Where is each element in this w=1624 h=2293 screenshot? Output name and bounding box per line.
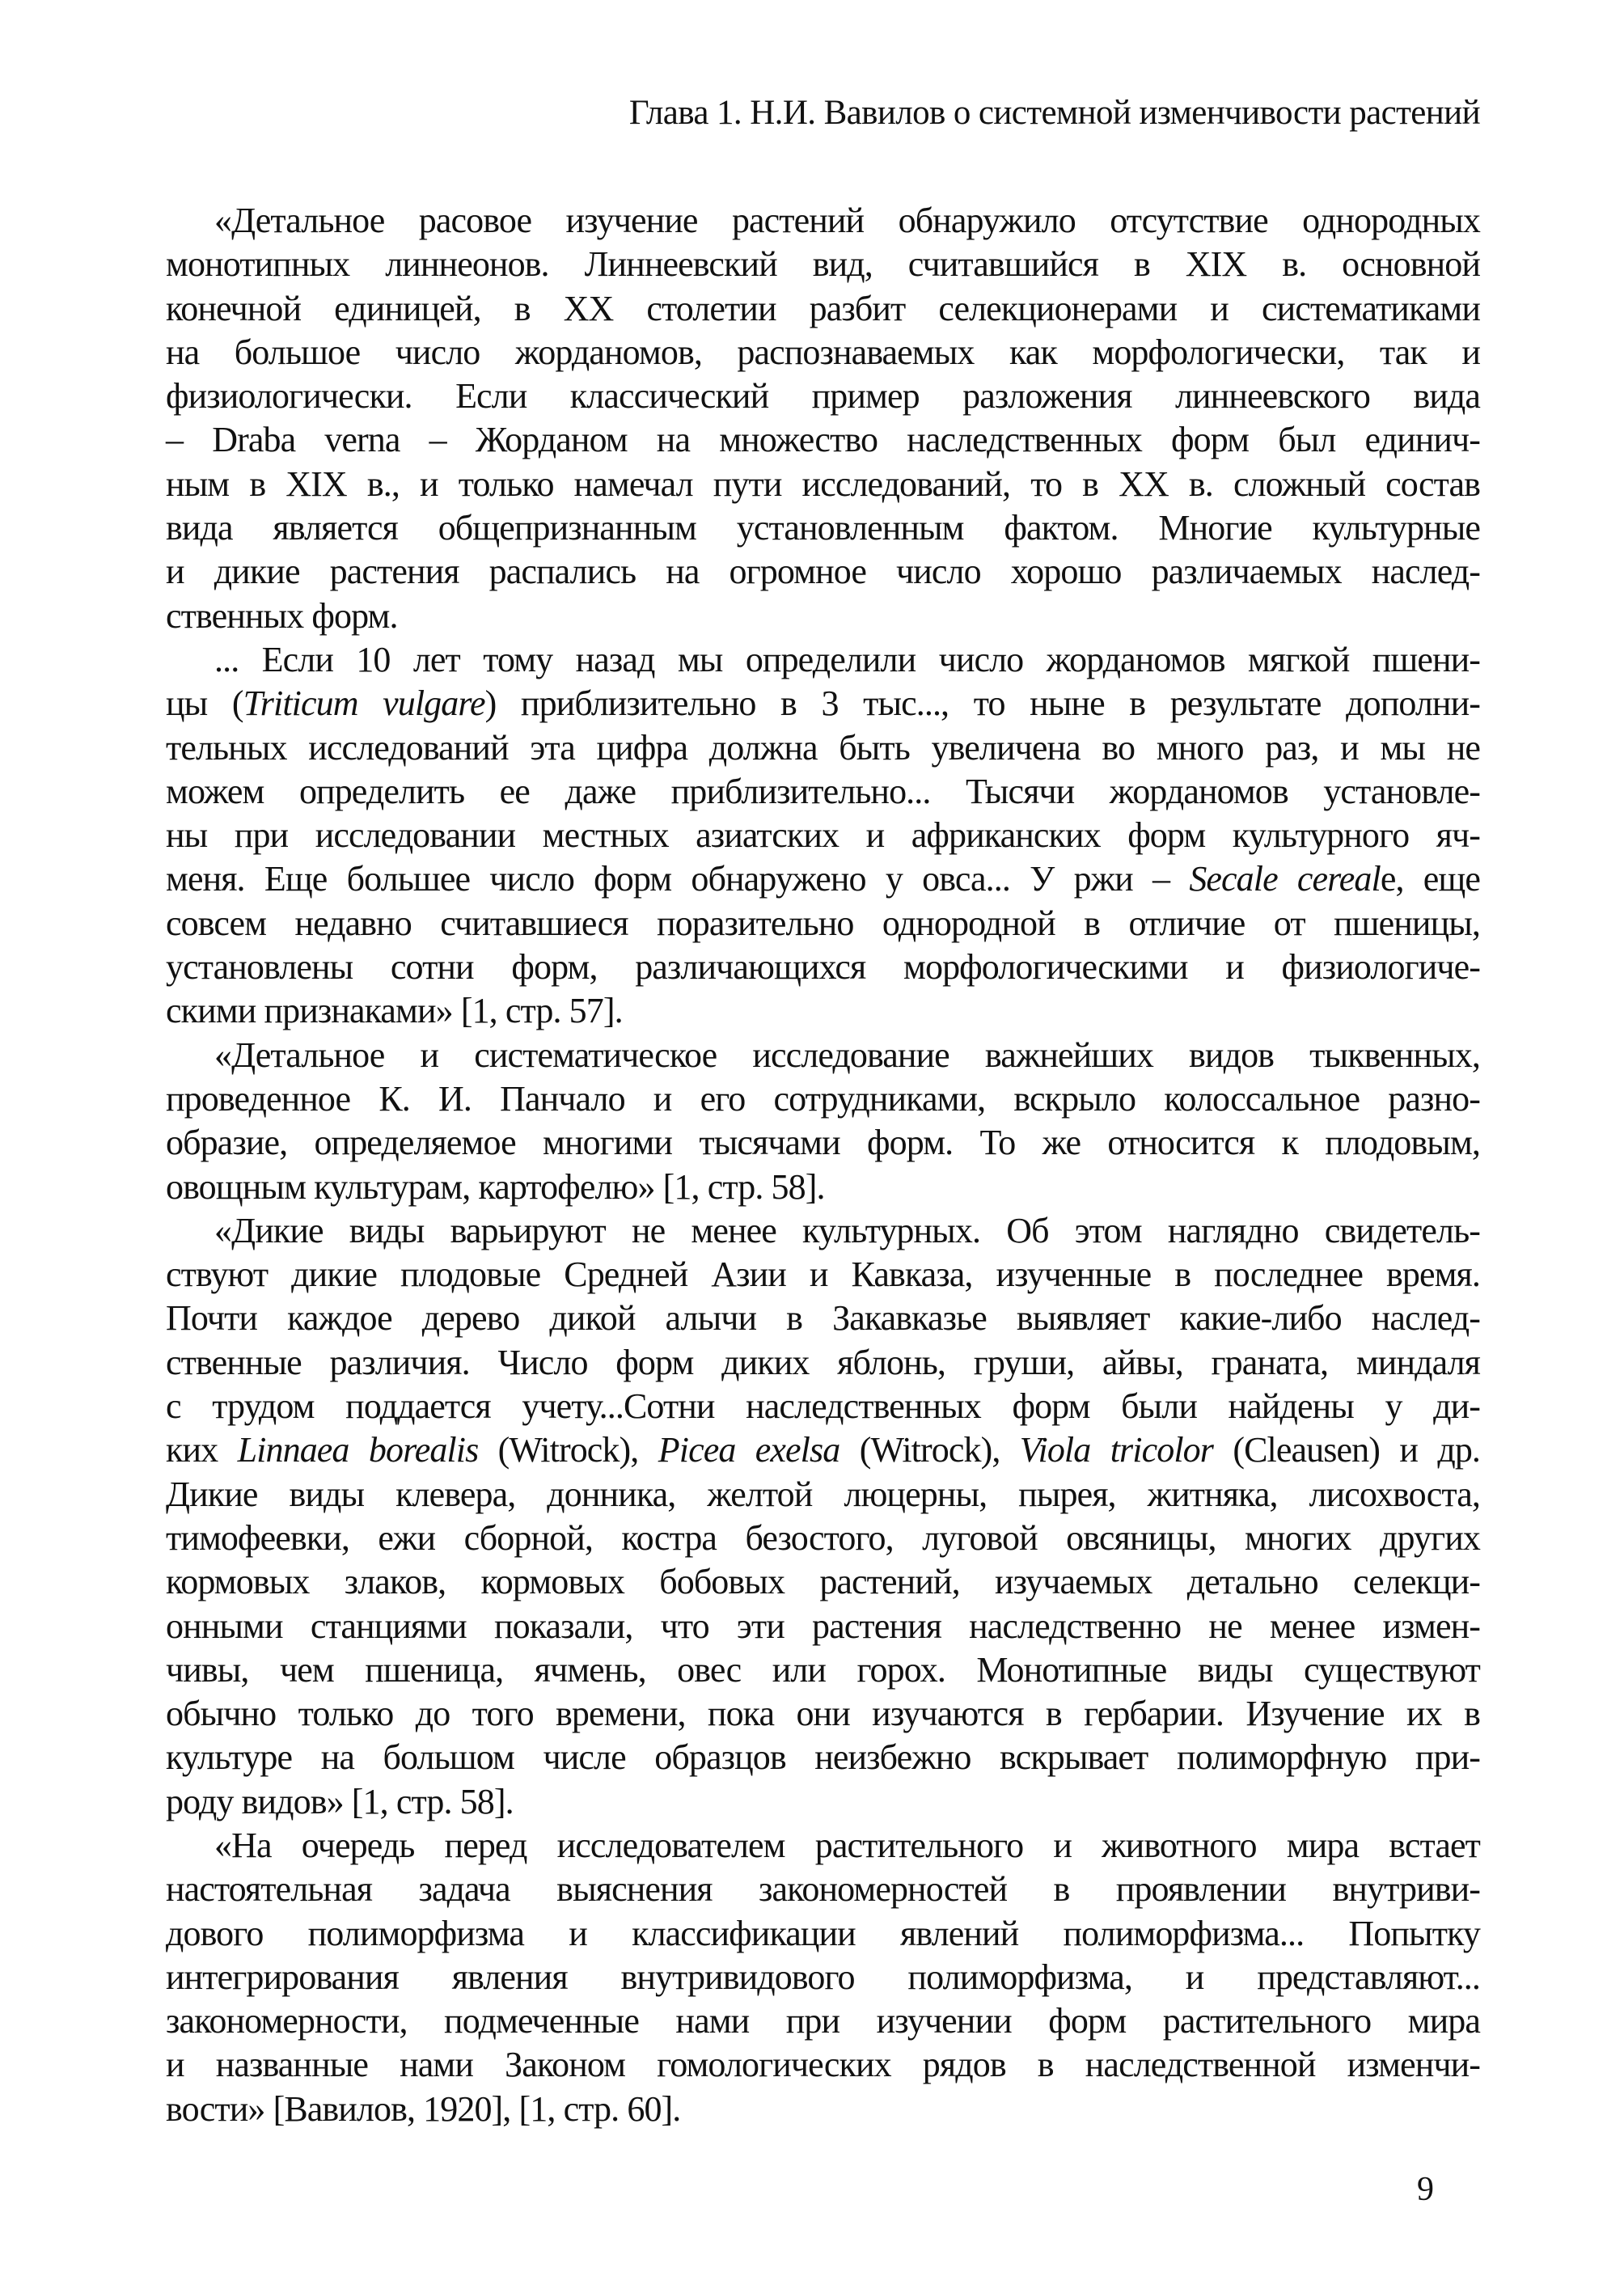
text-run: e, еще [1380,859,1480,899]
text-line [166,1253,1480,1297]
text-run: ственные различия. Число форм диких яблонь, груши, айвы, граната, миндаля [166,1342,1480,1382]
paragraph [166,1034,1480,1209]
text-run: Дикие виды клевера, донника, желтой люцерны, пырея, житняка, лисохвоста, [166,1474,1480,1514]
text-run: (Witrock), [839,1430,1020,1470]
text-line [166,1428,1480,1472]
running-header: Глава 1. Н.И. Вавилов о системной изменчивости растений [628,94,1480,132]
text-line [166,638,1480,682]
text-line [166,374,1480,418]
text-line [166,1692,1480,1736]
text-line [166,418,1480,462]
text-run: чивы, чем пшеница, ячмень, овес или горох. Монотипные виды существуют [166,1649,1480,1690]
text-run: установлены сотни форм, различающихся морфологическими и физиологиче- [166,947,1480,988]
text-line [166,1121,1480,1165]
latin-species-name: Linnaea borealis [237,1430,479,1470]
text-run: можем определить ее даже приблизительно... Тысячи жорданомов установле- [166,771,1480,811]
text-line [166,726,1480,770]
text-run: – Draba verna – Жорданом на множество наследственных форм был единич- [166,420,1480,460]
paragraph [166,638,1480,1034]
text-run: ствуют дикие плодовые Средней Азии и Кавказа, изученные в последнее время. [166,1254,1480,1295]
text-run: вости» [Вавилов, 1920], [1, стр. 60]. [166,2088,681,2129]
text-run: ным в XIX в., и только намечал пути исследований, то в XX в. сложный состав [166,463,1480,504]
text-run: тельных исследований эта цифра должна быть увеличена во много раз, и мы не [166,727,1480,768]
text-line [166,1517,1480,1560]
text-run: овощным культурам, картофелю» [1, стр. 58]. [166,1166,825,1207]
text-run: вида является общепризнанным установленным фактом. Многие культурные [166,508,1480,548]
text-run: с трудом поддается учету...Сотни наследственных форм были найдены у ди- [166,1386,1480,1427]
text-line [166,2043,1480,2087]
text-run: кормовых злаков, кормовых бобовых растений, изучаемых детально селекци- [166,1562,1480,1602]
text-run: проведенное К. И. Панчало и его сотрудниками, вскрыло колоссальное разно- [166,1078,1480,1119]
text-run: интегрирования явления внутривидового полиморфизма, и представляют... [166,1957,1480,1997]
text-run: ких [166,1430,238,1470]
text-run: (Cleausen) и др. [1212,1430,1481,1470]
text-line [166,243,1480,286]
text-line [166,331,1480,374]
text-run: онными станциями показали, что эти растения наследственно не менее измен- [166,1606,1480,1646]
text-line [166,1077,1480,1121]
text-run: «Детальное расовое изучение растений обнаружило отсутствие однородных [214,201,1480,240]
text-line [166,989,1480,1033]
text-run: физиологически. Если классический пример разложения линнеевского вида [166,376,1480,417]
text-line [166,506,1480,550]
text-line [166,1912,1480,1956]
text-run: Почти каждое дерево дикой алычи в Закавказье выявляет какие-либо наслед- [166,1298,1480,1339]
text-line [166,2088,1480,2131]
text-run: «Дикие виды варьируют не менее культурных. Об этом наглядно свидетель- [214,1210,1480,1250]
text-run: на большое число жорданомов, распознаваемых как морфологически, так и [166,332,1480,372]
text-run: «Детальное и систематическое исследование важнейших видов тыквенных, [214,1034,1480,1075]
paragraph [166,1824,1480,2131]
text-line [166,287,1480,331]
text-run: меня. Еще большее число форм обнаружено у овса... У ржи – [166,859,1190,899]
text-line [166,1209,1480,1253]
text-line [166,1166,1480,1209]
text-line [166,1956,1480,1999]
text-run: настоятельная задача выяснения закономерностей в проявлении внутриви- [166,1869,1480,1910]
text-line [166,946,1480,989]
text-line [166,902,1480,946]
text-line [166,1868,1480,1911]
text-line [166,1560,1480,1604]
text-line [166,1034,1480,1077]
text-line [166,1648,1480,1692]
text-line [166,1780,1480,1824]
text-line [166,199,1480,243]
text-line [166,1341,1480,1385]
text-line [166,463,1480,506]
text-run: и дикие растения распались на огромное число хорошо различаемых наслед- [166,552,1480,592]
text-line [166,814,1480,857]
text-line [166,594,1480,638]
text-run: образие, определяемое многими тысячами форм. То же относится к плодовым, [166,1123,1480,1163]
text-run: скими признаками» [1, стр. 57]. [166,991,623,1031]
latin-species-name: Triticum vulgare [243,683,485,724]
text-run: ны при исследовании местных азиатских и африканских форм культурного яч- [166,815,1480,856]
text-line [166,550,1480,594]
text-run: обычно только до того времени, пока они изучаются в гербарии. Изучение их в [166,1694,1480,1734]
text-run: ) приблизительно в 3 тыс..., то ныне в результате дополни- [484,683,1480,724]
text-line [166,1297,1480,1340]
text-run: монотипных линнеонов. Линнеевский вид, считавшийся в XIX в. основной [166,244,1480,285]
paragraph [166,1209,1480,1824]
text-run: закономерности, подмеченные нами при изучении форм растительного мира [166,2001,1480,2041]
text-line [166,857,1480,901]
text-line [166,682,1480,726]
text-line [166,1824,1480,1868]
text-run: «На очередь перед исследователем растительного и животного мира встает [214,1825,1480,1865]
paragraph [166,199,1480,638]
text-line [166,1385,1480,1428]
text-line [166,1999,1480,2043]
text-line [166,1736,1480,1779]
latin-species-name: Picea exelsa [658,1430,840,1470]
text-run: дового полиморфизма и классификации явлений полиморфизма... Попытку [166,1913,1480,1953]
page-number: 9 [1417,2171,1434,2208]
text-run: (Witrock), [478,1430,658,1470]
text-run: конечной единицей, в XX столетии разбит селекционерами и систематиками [166,288,1480,328]
text-line [166,1473,1480,1517]
text-run: совсем недавно считавшиеся поразительно однородной в отличие от пшеницы, [166,903,1480,943]
text-run: ственных форм. [166,595,398,636]
text-run: и названные нами Законом гомологических рядов в наследственной изменчи- [166,2045,1480,2085]
text-run: цы ( [166,683,243,724]
text-run: тимофеевки, ежи сборной, костра безостого, луговой овсяницы, многих других [166,1517,1480,1558]
body-text [166,199,1480,2131]
text-run: культуре на большом числе образцов неизбежно вскрывает полиморфную при- [166,1737,1480,1778]
text-line [166,770,1480,814]
text-line [166,1605,1480,1648]
latin-species-name: Secale cereal [1189,859,1381,899]
text-run: роду видов» [1, стр. 58]. [166,1781,514,1821]
text-run: ... Если 10 лет тому назад мы определили число жорданомов мягкой пшени- [214,639,1480,679]
latin-species-name: Viola tricolor [1019,1430,1213,1470]
